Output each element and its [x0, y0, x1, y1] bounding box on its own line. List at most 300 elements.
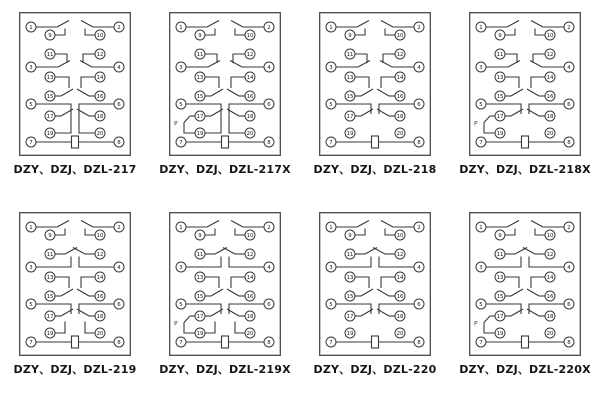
dropper-terminal-13	[355, 77, 369, 88]
terminal-number-8: 8	[567, 339, 571, 346]
riser-terminal-10	[235, 229, 245, 236]
terminal-number-13: 13	[196, 274, 204, 281]
relay-model-label: DZY、DZJ、DZL-219X	[159, 363, 291, 376]
contact-blade-15	[61, 89, 73, 96]
terminal-number-3: 3	[329, 264, 333, 271]
terminal-number-18: 18	[246, 113, 254, 120]
riser-terminal-9	[205, 229, 215, 236]
terminal-number-2: 2	[417, 224, 421, 231]
dropper-terminal-14	[531, 277, 545, 288]
terminal-number-14: 14	[96, 74, 104, 81]
coil-symbol	[372, 336, 379, 348]
coil-symbol	[372, 136, 379, 148]
terminal-number-20: 20	[96, 330, 104, 337]
terminal-number-10: 10	[246, 232, 254, 239]
p-link-label: P	[174, 120, 178, 128]
terminal-number-7: 7	[29, 339, 33, 346]
terminal-number-8: 8	[567, 139, 571, 146]
contact-blade-3	[508, 61, 520, 68]
dropper-terminal-12	[383, 54, 395, 63]
terminal-number-18: 18	[546, 113, 554, 120]
terminal-number-18: 18	[96, 113, 104, 120]
relay-model-label: DZY、DZJ、DZL-219	[13, 363, 137, 376]
terminal-number-18: 18	[396, 313, 404, 320]
terminal-number-2: 2	[267, 24, 271, 31]
relay-model-label: DZY、DZJ、DZL-220X	[459, 363, 591, 376]
terminal-number-6: 6	[267, 101, 271, 108]
contact-blade-16	[227, 89, 239, 96]
relay-diagram-220x	[450, 200, 600, 400]
dropper-terminal-11	[205, 54, 217, 63]
terminal-number-13: 13	[196, 74, 204, 81]
terminal-number-2: 2	[567, 224, 571, 231]
terminal-number-2: 2	[417, 24, 421, 31]
dropper-terminal-14	[381, 77, 395, 88]
terminal-number-2: 2	[267, 224, 271, 231]
relay-case-outline	[20, 13, 131, 156]
riser-terminal-9	[55, 229, 65, 236]
contact-blade-2	[231, 21, 243, 28]
dropper-terminal-12	[533, 54, 545, 63]
terminal-number-3: 3	[329, 64, 333, 71]
riser-terminal-10	[235, 29, 245, 36]
terminal-number-1: 1	[29, 24, 33, 31]
contact-blade-1	[57, 21, 69, 28]
terminal-number-4: 4	[417, 64, 421, 71]
terminal-number-20: 20	[546, 330, 554, 337]
riser-terminal-10	[85, 29, 95, 36]
relay-diagram-219	[0, 200, 150, 400]
contact-blade-1	[357, 21, 369, 28]
terminal-number-19: 19	[46, 130, 54, 137]
terminal-number-1: 1	[479, 24, 483, 31]
terminal-number-7: 7	[479, 139, 483, 146]
relay-schematic-217x	[169, 12, 281, 156]
contact-blade-1	[57, 221, 69, 228]
terminal-number-12: 12	[396, 51, 404, 58]
terminal-number-16: 16	[546, 93, 554, 100]
dropper-terminal-14	[81, 277, 95, 288]
relay-case-outline	[20, 213, 131, 356]
riser-terminal-10	[385, 229, 395, 236]
terminal-number-10: 10	[546, 32, 554, 39]
terminal-number-8: 8	[117, 339, 121, 346]
terminal-number-7: 7	[479, 339, 483, 346]
contact-blade-16	[227, 289, 239, 296]
contact-blade-16	[527, 289, 539, 296]
coil-symbol	[222, 136, 229, 148]
terminal-number-20: 20	[546, 130, 554, 137]
terminal-number-15: 15	[196, 293, 204, 300]
terminal-number-17: 17	[346, 113, 354, 120]
terminal-number-1: 1	[479, 224, 483, 231]
terminal-number-4: 4	[567, 264, 571, 271]
terminal-number-5: 5	[329, 301, 333, 308]
terminal-number-19: 19	[346, 330, 354, 337]
terminal-number-12: 12	[96, 251, 104, 258]
terminal-number-15: 15	[346, 293, 354, 300]
dropper-terminal-13	[55, 77, 69, 88]
terminal-number-4: 4	[567, 64, 571, 71]
terminal-number-5: 5	[179, 101, 183, 108]
relay-diagram-218	[300, 0, 450, 200]
terminal-number-6: 6	[117, 101, 121, 108]
contact-blade-3	[358, 61, 370, 68]
terminal-number-15: 15	[46, 93, 54, 100]
terminal-number-11: 11	[46, 51, 54, 58]
p-link-blade	[484, 316, 490, 323]
relay-diagram-218x	[450, 0, 600, 200]
terminal-number-11: 11	[496, 251, 504, 258]
terminal-number-3: 3	[179, 64, 183, 71]
contact-blade-1	[207, 221, 219, 228]
terminal-number-10: 10	[246, 32, 254, 39]
terminal-number-1: 1	[329, 24, 333, 31]
terminal-number-10: 10	[396, 232, 404, 239]
terminal-number-12: 12	[546, 51, 554, 58]
relay-diagram-217x	[150, 0, 300, 200]
terminal-number-14: 14	[396, 274, 404, 281]
terminal-number-7: 7	[179, 139, 183, 146]
terminal-number-3: 3	[179, 264, 183, 271]
contact-blade-15	[211, 89, 223, 96]
relay-schematic-219x	[169, 212, 281, 356]
contact-blade-15	[511, 289, 523, 296]
contact-blade-4	[530, 61, 542, 68]
terminal-number-14: 14	[246, 274, 254, 281]
terminal-number-14: 14	[96, 274, 104, 281]
riser-terminal-10	[385, 29, 395, 36]
terminal-number-13: 13	[46, 74, 54, 81]
riser-terminal-19	[55, 322, 65, 334]
terminal-number-5: 5	[479, 301, 483, 308]
contact-blade-16	[77, 289, 89, 296]
dropper-terminal-14	[231, 77, 245, 88]
dropper-terminal-13	[205, 277, 219, 288]
contact-blade-1	[207, 21, 219, 28]
relay-model-label: DZY、DZJ、DZL-217	[13, 163, 137, 176]
contact-blade-16	[377, 89, 389, 96]
terminal-number-9: 9	[48, 32, 52, 39]
terminal-number-19: 19	[496, 130, 504, 137]
contact-blade-15	[61, 289, 73, 296]
dropper-terminal-14	[81, 77, 95, 88]
terminal-number-9: 9	[498, 32, 502, 39]
coil-symbol	[72, 136, 79, 148]
terminal-number-4: 4	[267, 64, 271, 71]
p-link-stub-19	[184, 323, 195, 334]
terminal-number-12: 12	[546, 251, 554, 258]
contact-blade-3	[208, 61, 220, 68]
terminal-number-20: 20	[396, 330, 404, 337]
terminal-number-4: 4	[117, 264, 121, 271]
p-link-blade	[184, 116, 190, 123]
terminal-number-8: 8	[417, 339, 421, 346]
terminal-number-9: 9	[498, 232, 502, 239]
terminal-number-2: 2	[567, 24, 571, 31]
terminal-number-6: 6	[267, 301, 271, 308]
dropper-terminal-13	[355, 277, 369, 288]
relay-model-label: DZY、DZJ、DZL-217X	[159, 163, 291, 176]
contact-blade-16	[377, 289, 389, 296]
terminal-number-5: 5	[479, 101, 483, 108]
riser-terminal-10	[85, 229, 95, 236]
riser-terminal-9	[355, 29, 365, 36]
p-link-label: P	[474, 320, 478, 328]
dropper-terminal-11	[55, 54, 67, 63]
p-link-label: P	[174, 320, 178, 328]
contact-blade-12	[373, 248, 385, 255]
relay-schematic-217	[19, 12, 131, 156]
dropper-terminal-13	[505, 77, 519, 88]
terminal-number-19: 19	[496, 330, 504, 337]
terminal-number-15: 15	[346, 93, 354, 100]
terminal-number-10: 10	[96, 32, 104, 39]
riser-terminal-9	[505, 29, 515, 36]
terminal-number-16: 16	[96, 93, 104, 100]
contact-blade-2	[81, 21, 93, 28]
terminal-number-8: 8	[117, 139, 121, 146]
terminal-number-20: 20	[246, 130, 254, 137]
contact-blade-1	[507, 21, 519, 28]
terminal-number-16: 16	[396, 293, 404, 300]
terminal-number-15: 15	[496, 93, 504, 100]
riser-terminal-10	[535, 29, 545, 36]
terminal-number-19: 19	[346, 130, 354, 137]
terminal-number-9: 9	[198, 232, 202, 239]
dropper-terminal-13	[55, 277, 69, 288]
terminal-number-5: 5	[29, 301, 33, 308]
terminal-number-5: 5	[179, 301, 183, 308]
terminal-number-19: 19	[196, 130, 204, 137]
terminal-number-9: 9	[198, 32, 202, 39]
terminal-number-1: 1	[329, 224, 333, 231]
relay-model-label: DZY、DZJ、DZL-218X	[459, 163, 591, 176]
terminal-number-6: 6	[417, 301, 421, 308]
relay-case-outline	[170, 213, 281, 356]
terminal-number-3: 3	[479, 64, 483, 71]
terminal-number-7: 7	[29, 139, 33, 146]
relay-schematic-220	[319, 212, 431, 356]
terminal-number-9: 9	[348, 232, 352, 239]
p-link-stub-19	[484, 123, 495, 134]
terminal-number-4: 4	[117, 64, 121, 71]
contact-blade-2	[81, 221, 93, 228]
contact-blade-16	[527, 89, 539, 96]
terminal-number-17: 17	[196, 313, 204, 320]
terminal-number-4: 4	[417, 264, 421, 271]
relay-model-label: DZY、DZJ、DZL-218	[313, 163, 437, 176]
terminal-number-18: 18	[396, 113, 404, 120]
terminal-number-7: 7	[329, 339, 333, 346]
terminal-number-10: 10	[96, 232, 104, 239]
terminal-number-8: 8	[267, 339, 271, 346]
dropper-terminal-14	[381, 277, 395, 288]
terminal-number-15: 15	[496, 293, 504, 300]
terminal-number-12: 12	[246, 251, 254, 258]
terminal-number-7: 7	[179, 339, 183, 346]
contact-blade-12	[523, 248, 535, 255]
dropper-terminal-12	[83, 54, 95, 63]
contact-blade-15	[511, 89, 523, 96]
terminal-number-2: 2	[117, 224, 121, 231]
riser-terminal-9	[355, 229, 365, 236]
terminal-number-14: 14	[396, 74, 404, 81]
terminal-number-14: 14	[546, 274, 554, 281]
coil-symbol	[72, 336, 79, 348]
terminal-number-15: 15	[196, 93, 204, 100]
terminal-number-10: 10	[396, 32, 404, 39]
riser-terminal-19	[205, 322, 215, 334]
terminal-number-16: 16	[246, 93, 254, 100]
terminal-number-8: 8	[417, 139, 421, 146]
terminal-number-14: 14	[246, 74, 254, 81]
terminal-number-18: 18	[546, 313, 554, 320]
contact-blade-4	[380, 61, 392, 68]
contact-blade-12	[223, 248, 235, 255]
terminal-number-16: 16	[396, 93, 404, 100]
terminal-number-3: 3	[29, 264, 33, 271]
terminal-number-18: 18	[246, 313, 254, 320]
terminal-number-11: 11	[196, 251, 204, 258]
terminal-number-17: 17	[496, 113, 504, 120]
riser-terminal-10	[535, 229, 545, 236]
riser-terminal-9	[505, 229, 515, 236]
relay-case-outline	[470, 213, 581, 356]
terminal-number-6: 6	[417, 101, 421, 108]
relay-schematic-218	[319, 12, 431, 156]
terminal-number-11: 11	[196, 51, 204, 58]
terminal-number-11: 11	[346, 251, 354, 258]
contact-blade-3	[58, 61, 70, 68]
contact-blade-2	[231, 221, 243, 228]
terminal-number-3: 3	[29, 64, 33, 71]
terminal-number-16: 16	[546, 293, 554, 300]
terminal-number-19: 19	[196, 330, 204, 337]
terminal-number-5: 5	[329, 101, 333, 108]
p-link-stub-19	[184, 123, 195, 134]
terminal-number-19: 19	[46, 330, 54, 337]
p-link-blade	[484, 116, 490, 123]
riser-terminal-9	[205, 29, 215, 36]
relay-case-outline	[320, 13, 431, 156]
terminal-number-1: 1	[179, 224, 183, 231]
terminal-number-16: 16	[96, 293, 104, 300]
terminal-number-9: 9	[48, 232, 52, 239]
relay-schematic-219	[19, 212, 131, 356]
riser-terminal-20	[235, 322, 245, 334]
terminal-number-18: 18	[96, 313, 104, 320]
contact-blade-4	[230, 61, 242, 68]
contact-blade-15	[361, 289, 373, 296]
terminal-number-1: 1	[179, 24, 183, 31]
terminal-number-12: 12	[96, 51, 104, 58]
relay-diagram-220	[300, 200, 450, 400]
terminal-number-8: 8	[267, 139, 271, 146]
contact-blade-2	[381, 221, 393, 228]
dropper-terminal-14	[231, 277, 245, 288]
p-link-label: P	[474, 120, 478, 128]
relay-diagram-217	[0, 0, 150, 200]
relay-case-outline	[470, 13, 581, 156]
contact-blade-16	[77, 89, 89, 96]
terminal-number-13: 13	[346, 274, 354, 281]
coil-symbol	[522, 336, 529, 348]
relay-schematic-218x	[469, 12, 581, 156]
dropper-terminal-11	[505, 54, 517, 63]
dropper-terminal-13	[205, 77, 219, 88]
relay-case-outline	[170, 13, 281, 156]
terminal-number-6: 6	[567, 301, 571, 308]
terminal-number-4: 4	[267, 264, 271, 271]
terminal-number-12: 12	[246, 51, 254, 58]
terminal-number-11: 11	[46, 251, 54, 258]
relay-case-outline	[320, 213, 431, 356]
terminal-number-14: 14	[546, 74, 554, 81]
terminal-number-1: 1	[29, 224, 33, 231]
riser-terminal-20	[85, 322, 95, 334]
relay-diagram-219x	[150, 200, 300, 400]
dropper-terminal-14	[531, 77, 545, 88]
contact-blade-12	[73, 248, 85, 255]
coil-symbol	[222, 336, 229, 348]
terminal-number-20: 20	[396, 130, 404, 137]
terminal-number-13: 13	[46, 274, 54, 281]
terminal-number-17: 17	[46, 113, 54, 120]
terminal-number-6: 6	[117, 301, 121, 308]
dropper-terminal-11	[355, 54, 367, 63]
contact-blade-15	[211, 289, 223, 296]
terminal-number-20: 20	[96, 130, 104, 137]
terminal-number-17: 17	[196, 113, 204, 120]
terminal-number-11: 11	[496, 51, 504, 58]
coil-symbol	[522, 136, 529, 148]
terminal-number-10: 10	[546, 232, 554, 239]
terminal-number-6: 6	[567, 101, 571, 108]
terminal-number-13: 13	[346, 74, 354, 81]
terminal-number-7: 7	[329, 139, 333, 146]
terminal-number-12: 12	[396, 251, 404, 258]
terminal-number-3: 3	[479, 264, 483, 271]
terminal-number-20: 20	[246, 330, 254, 337]
terminal-number-17: 17	[496, 313, 504, 320]
contact-blade-2	[531, 221, 543, 228]
terminal-number-2: 2	[117, 24, 121, 31]
contact-blade-2	[531, 21, 543, 28]
terminal-number-17: 17	[46, 313, 54, 320]
terminal-number-9: 9	[348, 32, 352, 39]
terminal-number-15: 15	[46, 293, 54, 300]
relay-schematic-220x	[469, 212, 581, 356]
p-link-blade	[184, 316, 190, 323]
terminal-number-17: 17	[346, 313, 354, 320]
contact-blade-1	[507, 221, 519, 228]
contact-blade-2	[381, 21, 393, 28]
terminal-number-13: 13	[496, 274, 504, 281]
contact-blade-1	[357, 221, 369, 228]
contact-blade-15	[361, 89, 373, 96]
relay-model-label: DZY、DZJ、DZL-220	[313, 363, 437, 376]
terminal-number-5: 5	[29, 101, 33, 108]
dropper-terminal-12	[233, 54, 245, 63]
riser-terminal-9	[55, 29, 65, 36]
dropper-terminal-13	[505, 277, 519, 288]
terminal-number-13: 13	[496, 74, 504, 81]
terminal-number-11: 11	[346, 51, 354, 58]
p-link-stub-19	[484, 323, 495, 334]
contact-blade-4	[80, 61, 92, 68]
terminal-number-16: 16	[246, 293, 254, 300]
